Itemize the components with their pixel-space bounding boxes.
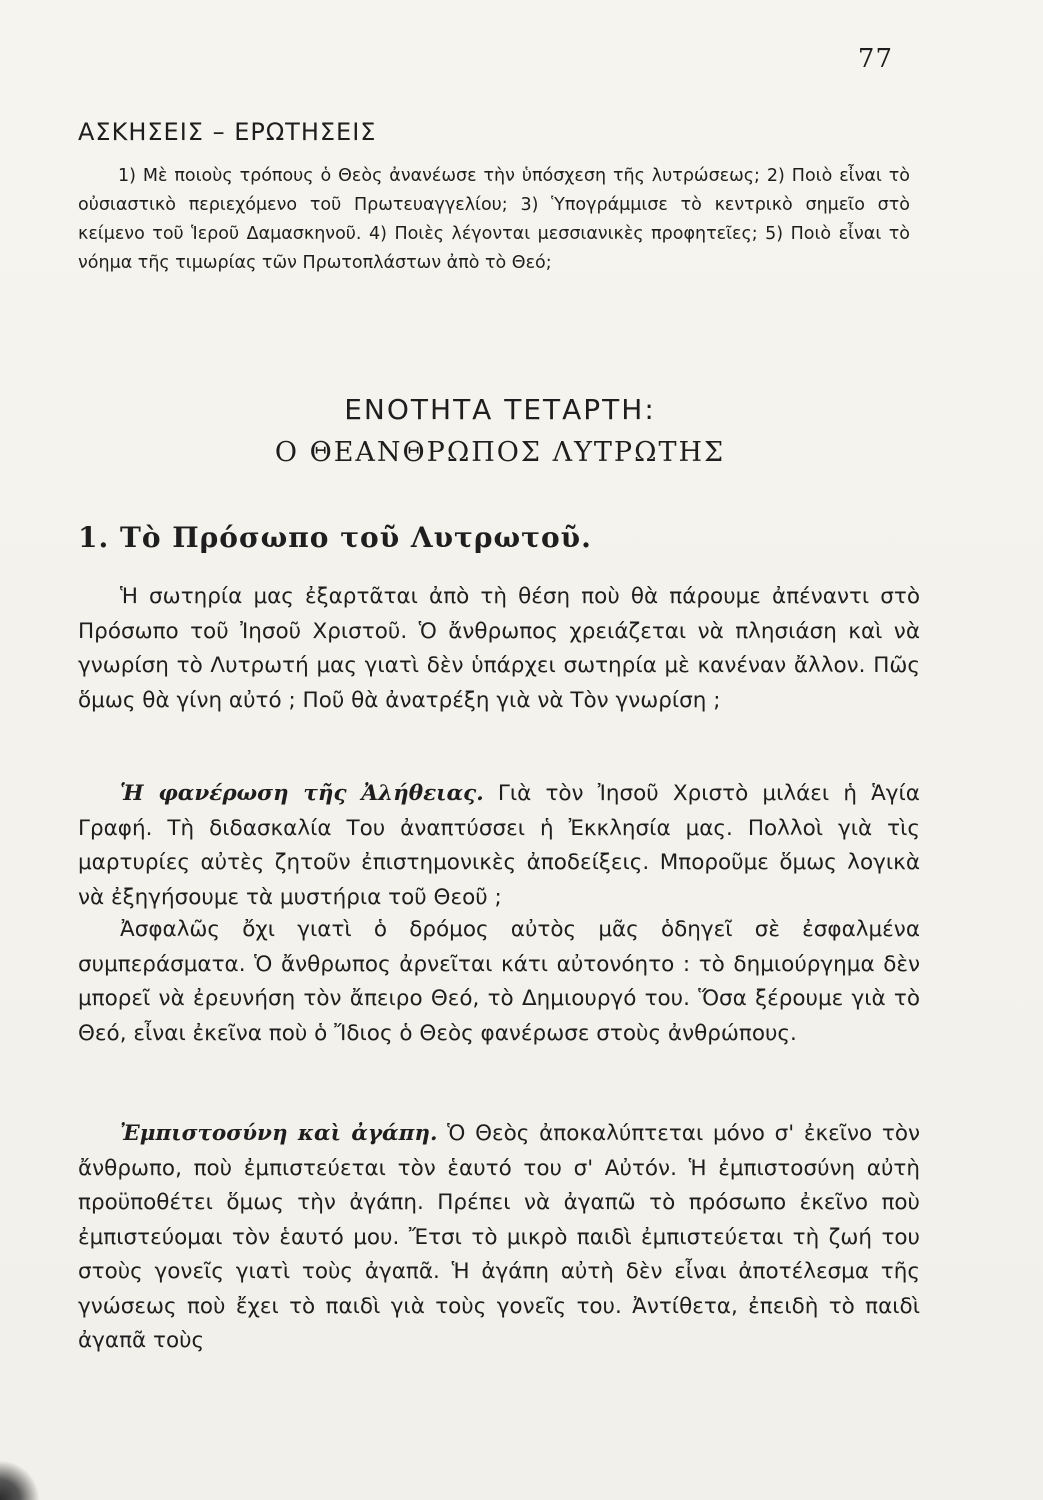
exercises-questions: 1) Μὲ ποιοὺς τρόπους ὁ Θεὸς ἀνανέωσε τὴν ὑπόσχεση τῆς λυτρώσεως; 2) Ποιὸ εἶναι τὸ οὐσιαστικὸ περιεχόμενο τοῦ Πρωτευαγγελίου; 3) Ὑπογράμμισε τὸ κεντρικὸ σημεῖο στὸ κείμενο τοῦ Ἱεροῦ Δαμασκηνοῦ. 4) Ποιὲς λέγονται μεσσιανικὲς προφητεῖες; 5) Ποιὸ εἶναι τὸ νόημα τῆς τιμωρίας τῶν Πρωτοπλάστων ἀπὸ τὸ Θεό; <box>78 166 910 273</box>
paragraph-lead-revelation: Ἡ φανέρωση τῆς Ἀλήθειας. <box>120 781 484 806</box>
unit-subtitle: Ο ΘΕΑΝΘΡΩΠΟΣ ΛΥΤΡΩΤΗΣ <box>274 437 726 468</box>
page-corner-shadow <box>0 1460 40 1500</box>
unit-title: ΕΝΟΤΗΤΑ ΤΕΤΑΡΤΗ: <box>344 393 656 426</box>
paragraph-trust-love-text: Ὁ Θεὸς ἀποκαλύπτεται μόνο σ' ἐκεῖνο τὸν ἄνθρωπο, ποὺ ἐμπιστεύεται τὸν ἑαυτό του σ' Αὐτόν. Ἡ ἐμπιστοσύνη αὐτὴ προϋποθέτει ὅμως τὴν ἀγάπη. Πρέπει νὰ ἀγαπῶ τὸ πρόσωπο ἐκεῖνο ποὺ ἐμπιστεύομαι τὸν ἑαυτό μου. Ἔτσι τὸ μικρὸ παιδὶ ἐμπιστεύεται τὴ ζωή του στοὺς γονεῖς γιατὶ τοὺς ἀγαπᾶ. Ἡ ἀγάπη αὐτὴ δὲν εἶναι ἀποτέλεσμα τῆς γνώσεως ποὺ ἔχει τὸ παιδὶ γιὰ τοὺς γονεῖς του. Ἀντίθετα, ἐπειδὴ τὸ παιδὶ ἀγαπᾶ τοὺς <box>78 1121 921 1353</box>
page-number: 77 <box>857 44 893 74</box>
paragraph-lead-trust-love: Ἐμπιστοσύνη καὶ ἀγάπη. <box>120 1121 438 1146</box>
paragraph-reasoning: Ἀσφαλῶς ὄχι γιατὶ ὁ δρόμος αὐτὸς μᾶς ὁδηγεῖ σὲ ἐσφαλμένα συμπεράσματα. Ὁ ἄνθρωπος ἀρνεῖται κάτι αὐτονόητο : τὸ δημιούργημα δὲν μπορεῖ νὰ ἐρευνήση τὸν ἄπειρο Θεό, τὸ Δημιουργό του. Ὅσα ξέρουμε γιὰ τὸ Θεό, εἶναι ἐκεῖνα ποὺ ὁ Ἴδιος ὁ Θεὸς φανέρωσε στοὺς ἀνθρώπους. <box>78 917 920 1046</box>
paragraph-trust-love <box>78 1117 920 1359</box>
exercises-heading: ΑΣΚΗΣΕΙΣ – ΕΡΩΤΗΣΕΙΣ <box>78 118 377 146</box>
paragraph-salvation: Ἡ σωτηρία μας ἐξαρτᾶται ἀπὸ τὴ θέση ποὺ θὰ πάρουμε ἀπέναντι στὸ Πρόσωπο τοῦ Ἰησοῦ Χριστοῦ. Ὁ ἄνθρωπος χρειάζεται νὰ πλησιάση καὶ νὰ γνωρίση τὸ Λυτρωτή μας γιατὶ δὲν ὑπάρχει σωτηρία μὲ κανέναν ἄλλον. Πῶς ὅμως θὰ γίνη αὐτό ; Ποῦ θὰ ἀνατρέξη γιὰ νὰ Τὸν γνωρίση ; <box>78 584 920 713</box>
paragraph-revelation-text: Γιὰ τὸν Ἰησοῦ Χριστὸ μιλάει ἡ Ἁγία Γραφή. Τὴ διδασκαλία Του ἀναπτύσσει ἡ Ἐκκλησία μας. Πολλοὶ γιὰ τὶς μαρτυρίες αὐτὲς ζητοῦν ἐπιστημονικὲς ἀποδείξεις. Μποροῦμε ὅμως λογικὰ νὰ ἐξηγήσουμε τὰ μυστήρια τοῦ Θεοῦ ; <box>78 781 920 910</box>
paragraph-revelation <box>78 777 920 915</box>
section-title: 1. Τὸ Πρόσωπο τοῦ Λυτρωτοῦ. <box>78 521 592 554</box>
